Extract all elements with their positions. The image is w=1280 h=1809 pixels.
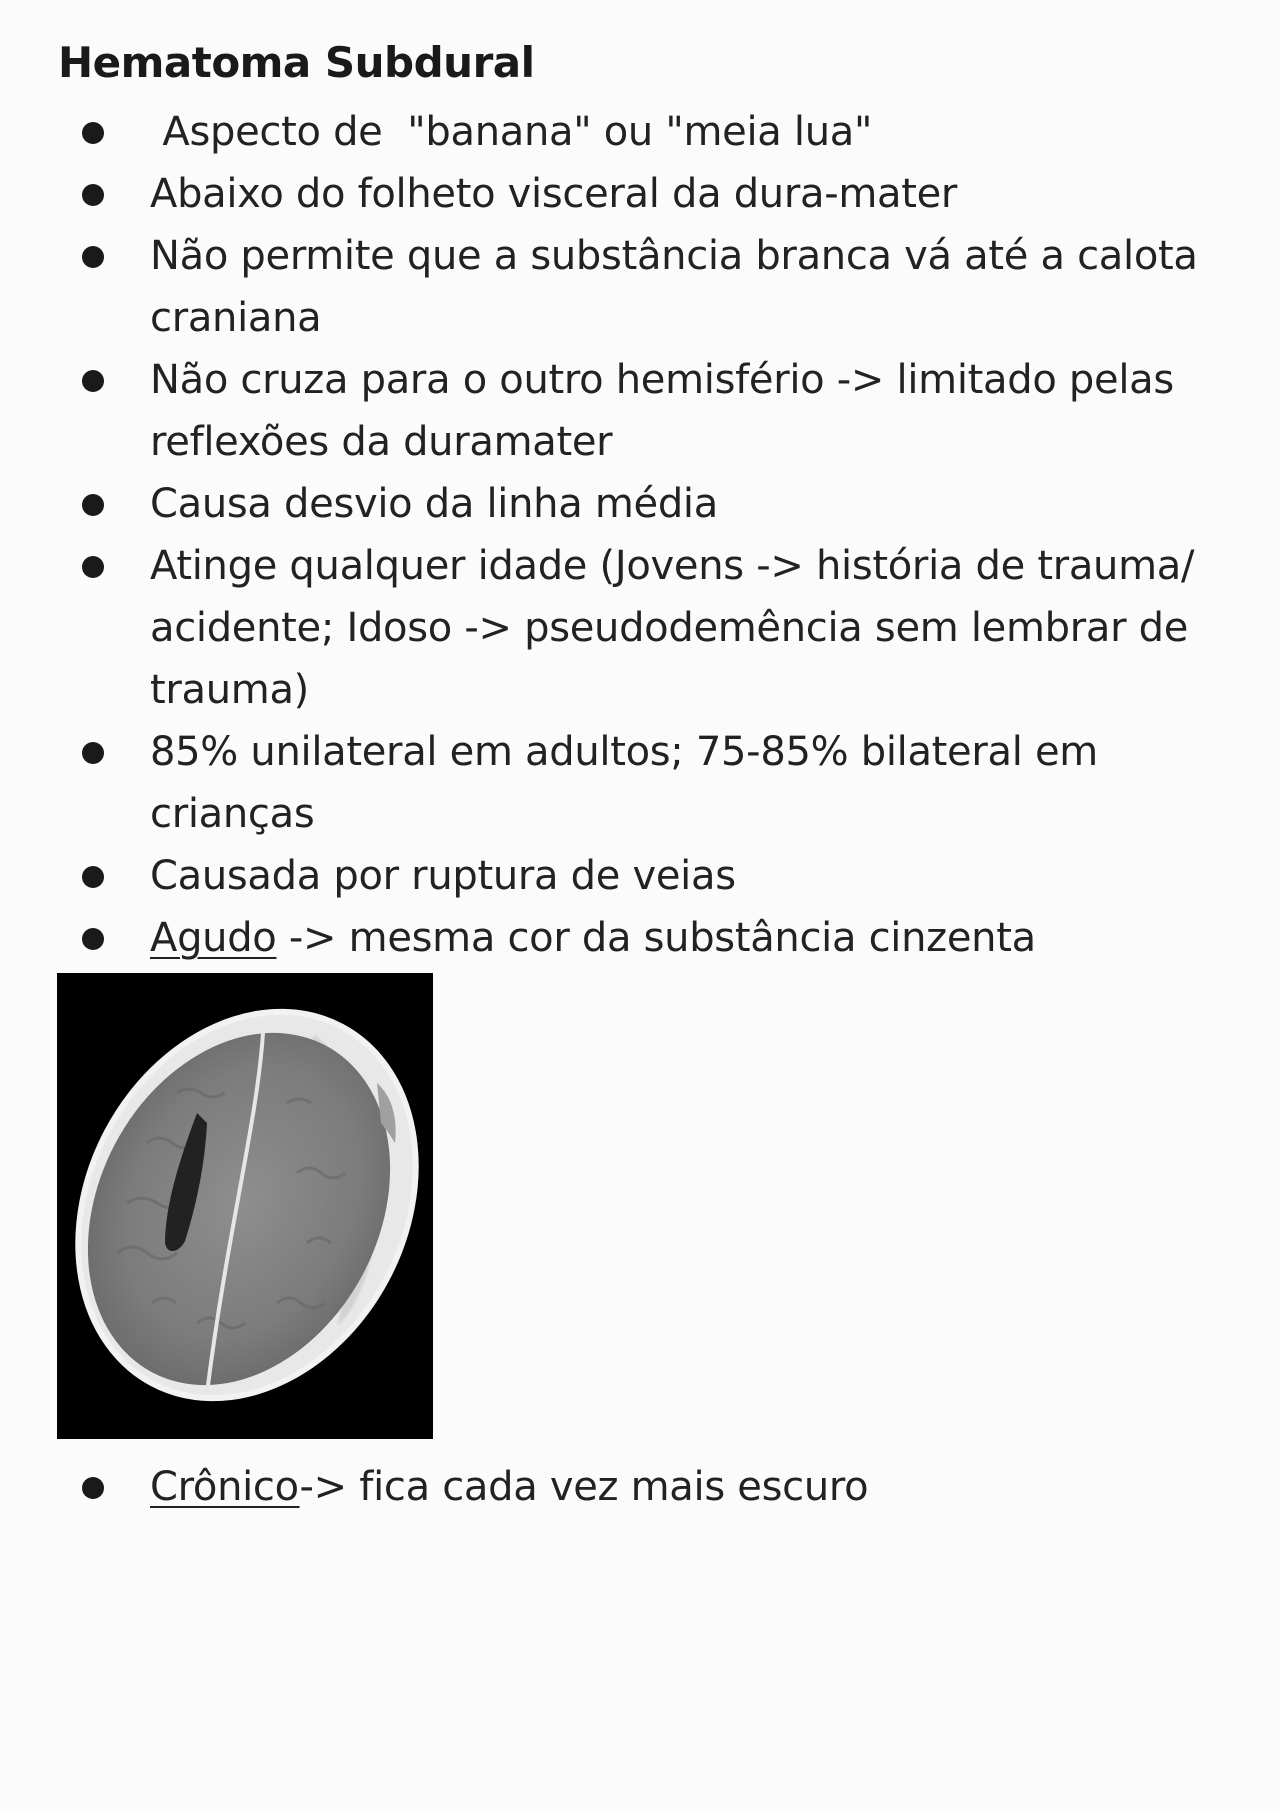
list-item-text: Aspecto de "banana" ou "meia lua" [150, 109, 873, 155]
bullet-dot-icon [82, 370, 104, 392]
list-item-text: Não permite que a substância branca vá até a calota craniana [150, 233, 1198, 341]
list-item [0, 101, 1280, 163]
underlined-term: Agudo [150, 915, 277, 961]
bullet-dot-icon [82, 122, 104, 144]
bullet-dot-icon [82, 742, 104, 764]
list-item [0, 907, 1280, 969]
bullet-dot-icon [82, 184, 104, 206]
bullet-dot-icon [82, 556, 104, 578]
ct-scan-drawing [57, 973, 433, 1439]
list-item-text: -> fica cada vez mais escuro [299, 1464, 869, 1510]
list-item [0, 845, 1280, 907]
list-item-text: -> mesma cor da substância cinzenta [276, 915, 1036, 961]
list-item-text: 85% unilateral em adultos; 75-85% bilateral em crianças [150, 729, 1098, 837]
list-item [0, 225, 1280, 349]
list-item [0, 163, 1280, 225]
bullet-dot-icon [82, 494, 104, 516]
list-item-text: Atinge qualquer idade (Jovens -> história de trauma/ acidente; Idoso -> pseudodemência sem lembrar de trauma) [150, 543, 1195, 713]
ct-scan-brain-image [57, 973, 433, 1439]
list-item [0, 535, 1280, 721]
bullet-list-after-image [0, 1456, 1280, 1518]
list-item [0, 473, 1280, 535]
page-title: Hematoma Subdural [58, 38, 535, 87]
list-item [0, 1456, 1280, 1518]
list-item [0, 349, 1280, 473]
list-item [0, 721, 1280, 845]
bullet-dot-icon [82, 866, 104, 888]
list-item-text: Abaixo do folheto visceral da dura-mater [150, 171, 958, 217]
bullet-dot-icon [82, 1477, 104, 1499]
list-item-text: Causa desvio da linha média [150, 481, 718, 527]
list-item-text: Causada por ruptura de veias [150, 853, 736, 899]
list-item-text: Não cruza para o outro hemisfério -> limitado pelas reflexões da duramater [150, 357, 1174, 465]
underlined-term: Crônico [150, 1464, 300, 1510]
bullet-dot-icon [82, 928, 104, 950]
bullet-list [0, 101, 1280, 969]
bullet-dot-icon [82, 246, 104, 268]
